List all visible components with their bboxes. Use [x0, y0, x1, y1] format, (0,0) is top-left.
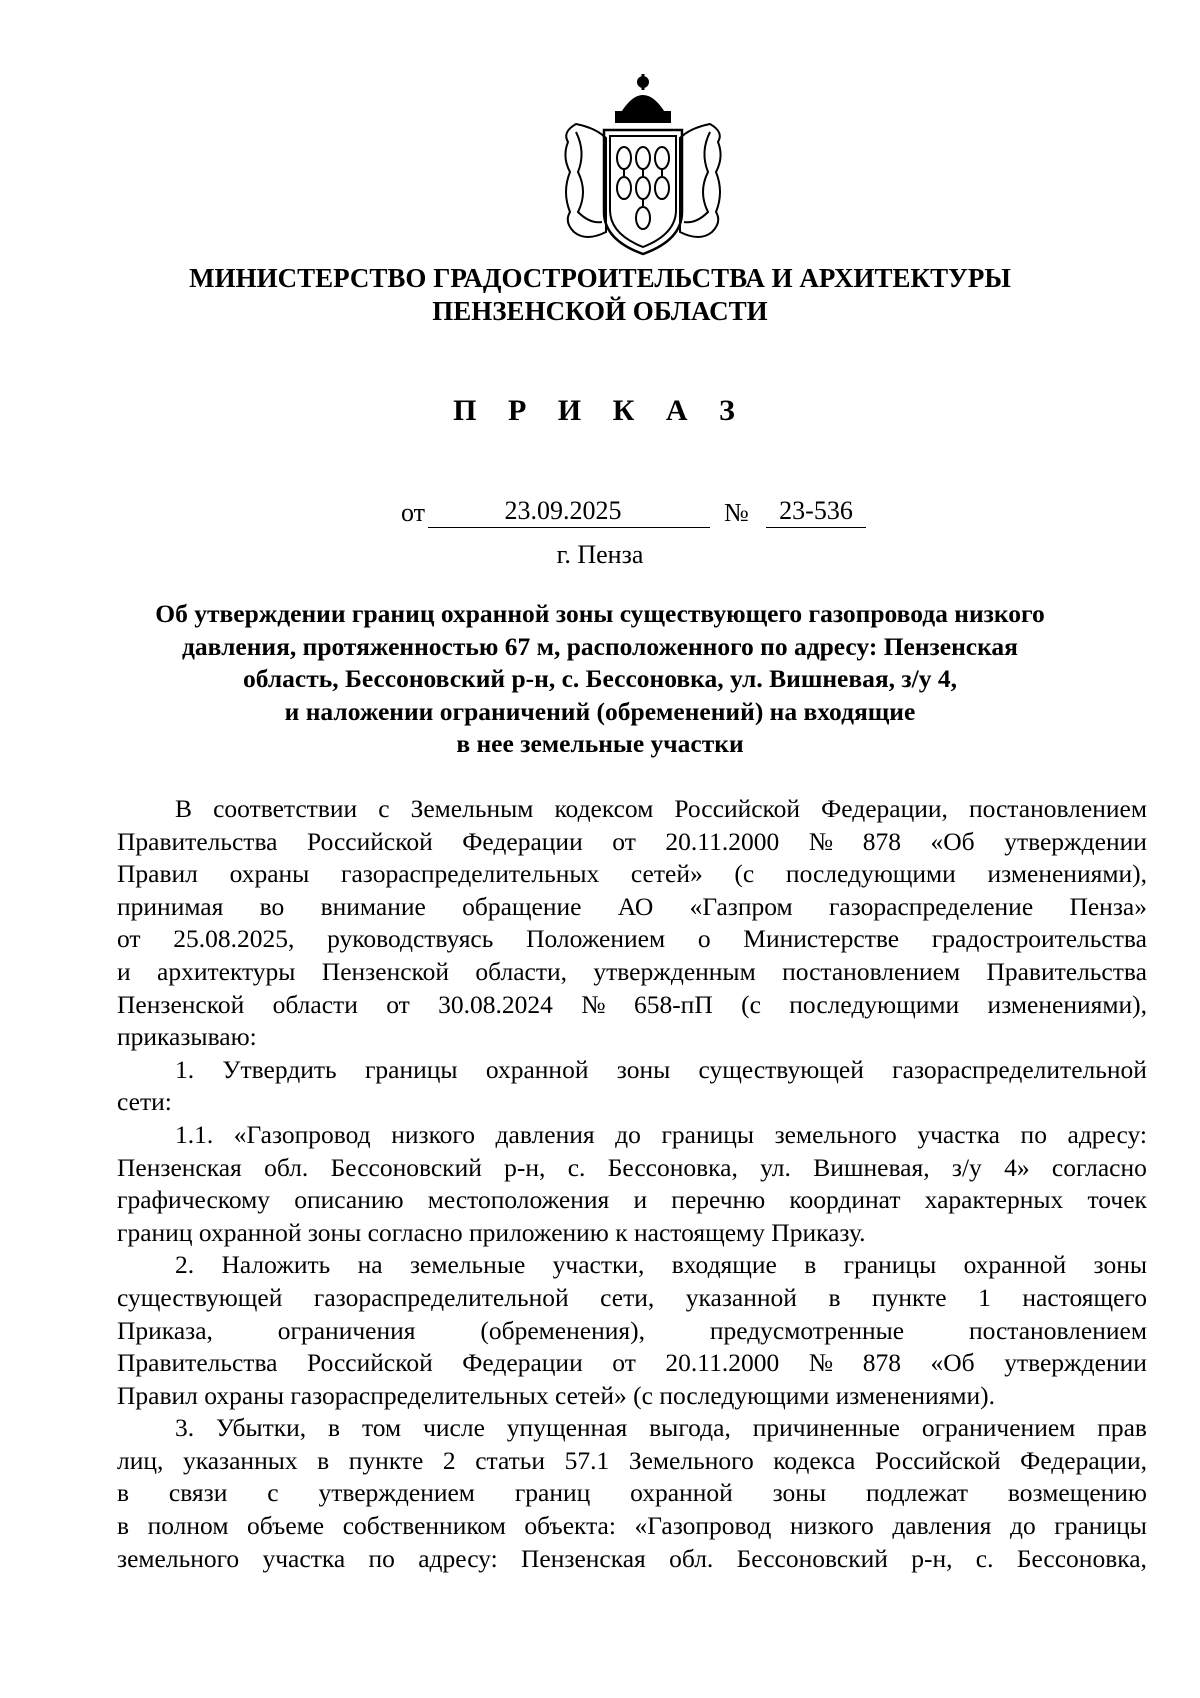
subject-line: в нее земельные участки — [456, 729, 744, 758]
paragraph-line: Правил охраны газораспределительных сетей» (с последующими изменениями). — [117, 1380, 996, 1410]
paragraph-line: Правительства Российской Федерации от 20.11.2000 № 878 «Об утверждении — [117, 826, 1147, 856]
paragraph-line: Приказа, ограничения (обременения), предусмотренные постановлением — [117, 1315, 1147, 1345]
paragraph-line: и архитектуры Пензенской области, утвержденным постановлением Правительства — [117, 956, 1147, 986]
paragraph-line: принимая во внимание обращение АО «Газпром газораспределение Пенза» — [117, 891, 1147, 921]
paragraph-first-line: 3. Убытки, в том числе упущенная выгода, причиненные ограничением прав — [175, 1413, 1147, 1443]
document-date: 23.09.2025 — [504, 496, 622, 525]
paragraph-line: лиц, указанных в пункте 2 статьи 57.1 Земельного кодекса Российской Федерации, — [117, 1445, 1147, 1475]
subject-line: давления, протяженностью 67 м, расположенного по адресу: Пензенская — [182, 631, 1018, 661]
date-prefix: от — [401, 498, 426, 527]
paragraph-first-line: 2. Наложить на земельные участки, входящие в границы охранной зоны — [175, 1250, 1147, 1280]
paragraph-line: сети: — [117, 1087, 172, 1117]
coat-of-arms-emblem — [556, 72, 730, 260]
subject-line: и наложении ограничений (обременений) на входящие — [284, 696, 916, 726]
paragraph-line: приказываю: — [117, 1022, 257, 1052]
paragraph-first-line: 1. Утвердить границы охранной зоны существующей газораспределительной — [175, 1054, 1147, 1084]
paragraph-line: графическому описанию местоположения и перечню координат характерных точек — [117, 1185, 1147, 1215]
ministry-name — [0, 262, 1200, 328]
number-prefix: № — [724, 498, 749, 527]
ministry-name-line1: МИНИСТЕРСТВО ГРАДОСТРОИТЕЛЬСТВА И АРХИТЕКТУРЫ — [189, 263, 1011, 293]
document-city: г. Пенза — [556, 540, 644, 569]
document-subject — [0, 598, 1200, 761]
subject-line: Об утверждении границ охранной зоны существующего газопровода низкого — [155, 599, 1045, 628]
date-number-row — [0, 496, 1200, 534]
number-underline — [766, 527, 866, 528]
paragraph-line: в полном объеме собственником объекта: «Газопровод низкого давления до границы — [117, 1511, 1147, 1541]
paragraph-line: Пензенской области от 30.08.2024 № 658-пП (с последующими изменениями), — [117, 989, 1147, 1019]
paragraph-line: в связи с утверждением границ охранной зоны подлежат возмещению — [117, 1478, 1147, 1508]
date-underline — [428, 527, 710, 528]
paragraph-first-line: В соответствии с Земельным кодексом Российской Федерации, постановлением — [175, 794, 1147, 823]
paragraph-line: границ охранной зоны согласно приложению к настоящему Приказу. — [117, 1217, 866, 1247]
paragraph-first-line: 1.1. «Газопровод низкого давления до границы земельного участка по адресу: — [175, 1119, 1147, 1149]
document-number: 23-536 — [779, 496, 853, 525]
paragraph-line: Правительства Российской Федерации от 20.11.2000 № 878 «Об утверждении — [117, 1348, 1147, 1378]
paragraph-line: земельного участка по адресу: Пензенская обл. Бессоновский р-н, с. Бессоновка, — [117, 1543, 1147, 1573]
document-body — [117, 793, 1147, 1575]
document-type-title: П Р И К А З — [453, 394, 747, 427]
paragraph-line: Пензенская обл. Бессоновский р-н, с. Бессоновка, ул. Вишневая, з/у 4» согласно — [117, 1152, 1147, 1182]
ministry-name-line2: ПЕНЗЕНСКОЙ ОБЛАСТИ — [432, 296, 768, 326]
subject-line: область, Бессоновский р-н, с. Бессоновка, ул. Вишневая, з/у 4, — [242, 664, 958, 693]
paragraph-line: от 25.08.2025, руководствуясь Положением о Министерстве градостроительства — [117, 924, 1147, 954]
paragraph-line: Правил охраны газораспределительных сетей» (с последующими изменениями), — [117, 859, 1147, 889]
paragraph-line: существующей газораспределительной сети, указанной в пункте 1 настоящего — [117, 1282, 1147, 1312]
